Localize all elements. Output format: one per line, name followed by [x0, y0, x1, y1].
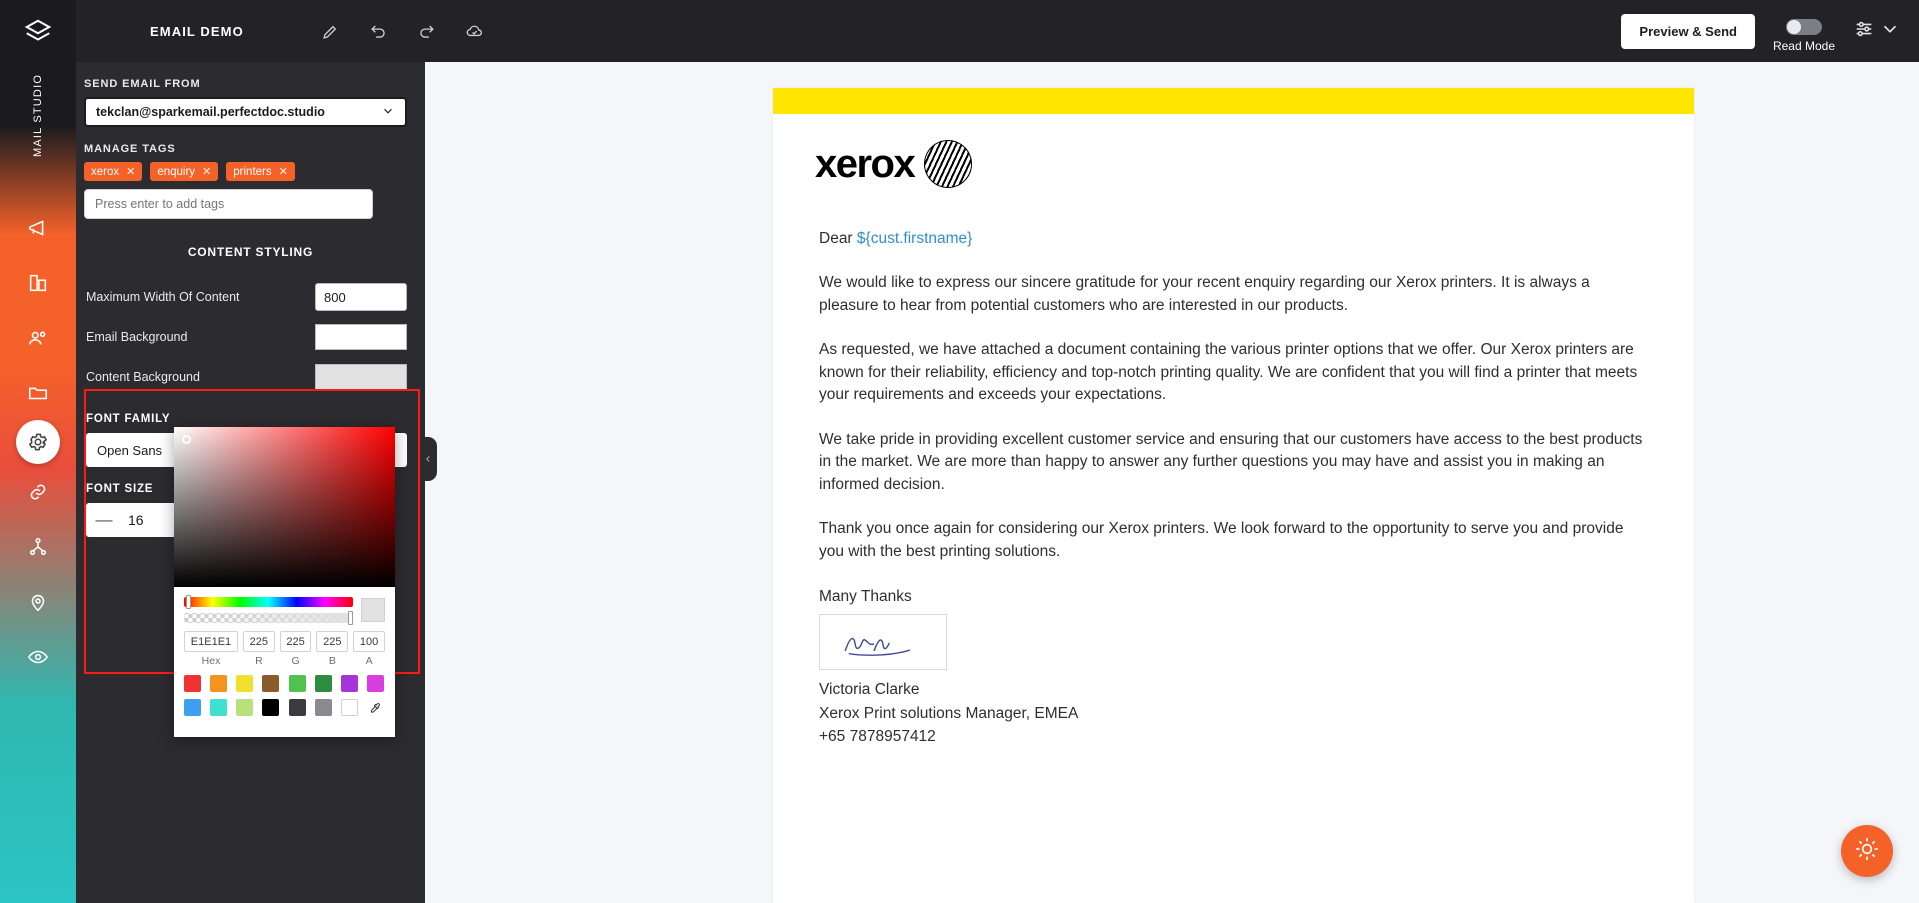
- color-picker-popover[interactable]: [174, 427, 395, 737]
- content-background-row: [76, 357, 425, 397]
- sidebar-item-links[interactable]: [0, 464, 76, 519]
- r-field-group: [243, 631, 275, 667]
- content-background-swatch[interactable]: [315, 364, 407, 390]
- preset-swatch[interactable]: [315, 675, 332, 692]
- hex-field-group: [184, 631, 238, 667]
- font-family-label: FONT FAMILY: [86, 413, 171, 425]
- xerox-logo: [773, 114, 1694, 188]
- a-field-group: [353, 631, 385, 667]
- toolbar: [314, 14, 492, 48]
- tag-list: [84, 162, 417, 181]
- greeting-variable: ${cust.firstname}: [856, 230, 973, 247]
- max-width-row: [76, 277, 425, 317]
- xerox-ball-icon: [924, 140, 972, 188]
- font-size-decrement-button[interactable]: —: [95, 510, 113, 529]
- email-canvas: [425, 62, 1919, 903]
- saturation-value-area[interactable]: [174, 427, 395, 587]
- signature-name: Victoria Clarke: [819, 681, 920, 699]
- preset-swatch[interactable]: [210, 675, 227, 692]
- b-field-group: [316, 631, 348, 667]
- preset-swatch[interactable]: [262, 699, 279, 716]
- email-background-row: [76, 317, 425, 357]
- alpha-slider[interactable]: [184, 613, 353, 623]
- alpha-knob[interactable]: [348, 611, 353, 625]
- preset-swatch[interactable]: [367, 675, 384, 692]
- font-size-label: FONT SIZE: [86, 483, 154, 495]
- g-caption: G: [291, 655, 300, 667]
- email-sheet[interactable]: [773, 88, 1694, 903]
- closing-line: Many Thanks: [819, 588, 912, 606]
- manage-tags-label: MANAGE TAGS: [84, 143, 176, 155]
- preset-swatch-grid: [174, 667, 395, 726]
- sliders-icon: [1853, 18, 1875, 45]
- hex-input[interactable]: [184, 631, 238, 652]
- paragraph: We take pride in providing excellent customer service and ensuring that our customers have access to the best products in the market. We are more than happy to answer any further questions you may have and assist you in making an informed decision.: [819, 430, 1643, 493]
- preset-swatch[interactable]: [236, 675, 253, 692]
- max-width-label: Maximum Width Of Content: [86, 290, 240, 304]
- help-assistant-button[interactable]: [1841, 825, 1893, 877]
- preset-swatch[interactable]: [184, 675, 201, 692]
- page-title: EMAIL DEMO: [150, 23, 244, 39]
- email-body: [773, 188, 1694, 748]
- font-family-value: Open Sans: [97, 442, 163, 458]
- topbar-right-group: [1621, 0, 1901, 62]
- panel-collapse-handle[interactable]: [419, 437, 437, 481]
- tag-label: enquiry: [157, 165, 196, 178]
- tag-chip[interactable]: [84, 162, 142, 181]
- close-icon[interactable]: ✕: [202, 166, 212, 178]
- color-preview-swatch: [361, 598, 385, 622]
- sidebar-item-settings[interactable]: [16, 420, 60, 464]
- cloud-check-icon[interactable]: [458, 14, 492, 48]
- sparkle-icon: [1854, 836, 1880, 867]
- content-background-label: Content Background: [86, 370, 200, 384]
- tag-label: xerox: [91, 165, 120, 178]
- r-input[interactable]: [243, 631, 275, 652]
- left-icon-rail: [0, 0, 76, 903]
- layers-logo-icon[interactable]: [14, 8, 62, 56]
- b-input[interactable]: [316, 631, 348, 652]
- pencil-icon[interactable]: [314, 14, 348, 48]
- signature-role: Xerox Print solutions Manager, EMEA: [819, 704, 1079, 722]
- send-email-from-select[interactable]: [84, 97, 407, 127]
- hex-caption: Hex: [201, 655, 221, 667]
- tag-chip[interactable]: [226, 162, 295, 181]
- toggle-knob: [1787, 20, 1801, 34]
- paragraph: Thank you once again for considering our Xerox printers. We look forward to the opportunity to serve you and provide you with the best printing solutions.: [819, 520, 1624, 560]
- chevron-down-icon: [381, 104, 395, 121]
- content-styling-title: CONTENT STYLING: [187, 245, 314, 259]
- preset-swatch[interactable]: [289, 675, 306, 692]
- preset-swatch[interactable]: [184, 699, 201, 716]
- tag-input[interactable]: [84, 189, 373, 219]
- hue-knob[interactable]: [186, 595, 191, 609]
- brand-accent-bar: [773, 88, 1694, 114]
- sidebar-item-preview[interactable]: [0, 629, 76, 684]
- b-caption: B: [328, 655, 336, 667]
- font-size-value: 16: [128, 512, 144, 528]
- sidebar-item-templates[interactable]: [0, 255, 76, 310]
- g-input[interactable]: [280, 631, 312, 652]
- sidebar-item-files[interactable]: [0, 365, 76, 420]
- r-caption: R: [255, 655, 263, 667]
- email-background-swatch[interactable]: [315, 324, 407, 350]
- greeting-prefix: Dear: [819, 230, 857, 247]
- undo-icon[interactable]: [362, 14, 396, 48]
- email-background-label: Email Background: [86, 330, 188, 344]
- preset-swatch[interactable]: [236, 699, 253, 716]
- saturation-handle[interactable]: [182, 435, 191, 444]
- read-mode-label: Read Mode: [1772, 39, 1835, 53]
- read-mode-control: [1773, 19, 1835, 53]
- paragraph: We would like to express our sincere gratitude for your recent enquiry regarding our Xerox printers. It is always a pleasure to hear from potential customers who are interested in our products.: [819, 274, 1590, 314]
- top-bar: [76, 0, 1919, 62]
- rail-icon-group: [0, 200, 76, 684]
- preset-swatch[interactable]: [341, 699, 358, 716]
- preset-swatch[interactable]: [315, 699, 332, 716]
- a-caption: A: [365, 655, 373, 667]
- preset-swatch[interactable]: [289, 699, 306, 716]
- hue-slider[interactable]: [184, 597, 353, 607]
- greeting-line: [819, 228, 1648, 250]
- xerox-wordmark: xerox: [815, 141, 915, 186]
- preset-swatch[interactable]: [341, 675, 358, 692]
- sidebar-item-analytics[interactable]: [0, 519, 76, 574]
- hue-alpha-wrap: [184, 597, 353, 623]
- send-email-from-value: tekclan@sparkemail.perfectdoc.studio: [96, 105, 325, 119]
- eyedropper-icon[interactable]: [367, 699, 384, 716]
- paragraph: As requested, we have attached a document containing the various printer options that we offer. Our Xerox printers are known for their reliability, efficiency and top-notch printing quality. We are confident that you will find a printer that meets your requirements and exceeds your expectations.: [819, 341, 1638, 404]
- chevron-down-icon: [1879, 18, 1901, 45]
- preset-swatch[interactable]: [262, 675, 279, 692]
- max-width-input[interactable]: [315, 283, 407, 311]
- redo-icon[interactable]: [410, 14, 444, 48]
- signature-phone: +65 7878957412: [819, 727, 936, 745]
- tag-chip[interactable]: [150, 162, 218, 181]
- close-icon[interactable]: ✕: [278, 166, 288, 178]
- color-value-fields: [174, 629, 395, 667]
- sidebar-item-campaigns[interactable]: [0, 200, 76, 255]
- send-email-from-label: SEND EMAIL FROM: [84, 78, 201, 90]
- topbar-settings-button[interactable]: [1853, 18, 1901, 45]
- preview-and-send-button[interactable]: Preview & Send: [1621, 14, 1755, 49]
- a-input[interactable]: [353, 631, 385, 652]
- tag-label: printers: [233, 165, 272, 178]
- app-name-label: MAIL STUDIO: [32, 73, 44, 157]
- sidebar-item-tracking[interactable]: [0, 574, 76, 629]
- picker-slider-group: [174, 587, 395, 629]
- preset-swatch[interactable]: [210, 699, 227, 716]
- close-icon[interactable]: ✕: [126, 166, 136, 178]
- g-field-group: [280, 631, 312, 667]
- sidebar-item-contacts[interactable]: [0, 310, 76, 365]
- read-mode-toggle[interactable]: [1786, 19, 1822, 35]
- signature-image: [819, 614, 947, 670]
